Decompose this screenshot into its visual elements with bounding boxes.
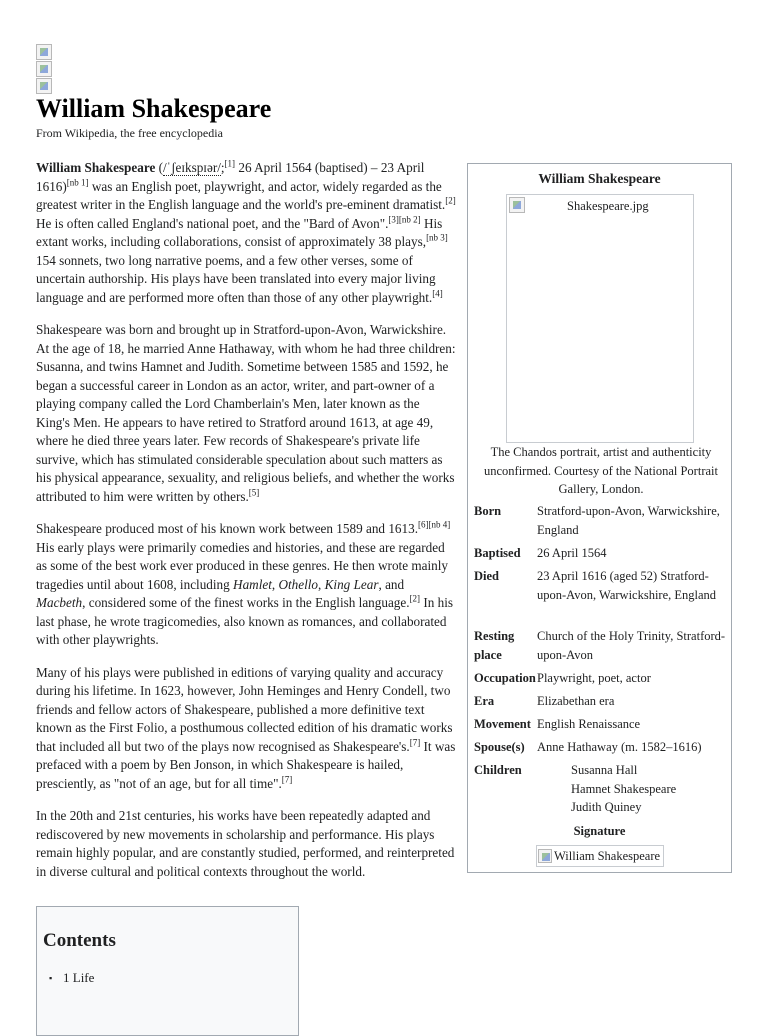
- toc-title: Contents: [43, 930, 116, 951]
- infobox-title: William Shakespeare: [538, 171, 661, 186]
- note-link[interactable]: [nb 2]: [398, 214, 421, 225]
- children-list: [571, 761, 676, 817]
- king-lear-link[interactable]: King Lear: [324, 576, 379, 592]
- page-tagline: From Wikipedia, the free encyclopedia: [36, 126, 223, 140]
- broken-image-icon: [36, 44, 52, 60]
- signature-heading: Signature: [573, 824, 626, 838]
- publication-paragraph: Many of his plays were published in editions of varying quality and accuracy during his lifetime. In 1623, however, John Heminges and Henry Condell, two friends and fellow actors of Shakespeare, published a more definitive text known as the First Folio, a posthumous collected edition of his dramatic works that included all but two of the plays now recognised as Shakespeare's.[7] It was prefaced with a poem by Ben Jonson, in which Shakespeare is hailed, presciently, as "not of an age, but for all time".[7]: [36, 664, 456, 791]
- toc-number: 1: [63, 970, 70, 985]
- child-item: Hamnet Shakespeare: [571, 781, 677, 796]
- toc-list: [63, 969, 94, 988]
- works-paragraph: Shakespeare produced most of his known work between 1589 and 1613.[6][nb 4] His early plays were primarily comedies and histories, and these are regarded as some of the best work ever produced in these genres. He then wrote mainly tragedies until about 1608, including Hamlet, Othello, King Lear, and Macbeth, considered some of the finest works in the English language.[2] In his last phase, he wrote tragicomedies, also known as romances, and collaborated with other playwrights.: [36, 519, 454, 647]
- hamlet-link[interactable]: Hamlet: [233, 576, 272, 592]
- note-link[interactable]: [nb 4]: [428, 519, 451, 530]
- reference-link[interactable]: [6]: [418, 519, 429, 530]
- toc-item-life[interactable]: [63, 969, 94, 988]
- life-paragraph: Shakespeare was born and brought up in Stratford-upon-Avon, Warwickshire. At the age of 18, he married Anne Hathaway, with whom he had three children: Susanna, and twins Hamnet and Judith. Sometime between 1585 and 1592, he began a successful career in London as an actor, writer, and part-owner of a playing company called the Lord Chamberlain's Men, later known as the King's Men. He appears to have retired to Stratford around 1613, at age 49, where he died three years later. Few records of Shakespeare's private life survive, which has stimulated considerable speculation about such matters as his physical appearance, sexuality, and religious beliefs, and whether the works attributed to him were written by others.[5]: [36, 322, 456, 504]
- pronunciation-link[interactable]: /ˈʃeɪkspɪər/: [163, 160, 221, 175]
- broken-image-icon: [538, 849, 552, 863]
- reference-link[interactable]: [2]: [445, 195, 456, 206]
- broken-image-icon: [36, 61, 52, 77]
- subject-name: William Shakespeare: [36, 160, 156, 175]
- note-link[interactable]: [nb 3]: [426, 232, 448, 243]
- header-image-stack: [36, 44, 52, 95]
- article-body: [36, 159, 456, 895]
- othello-link[interactable]: Othello: [278, 576, 319, 592]
- portrait-caption: The Chandos portrait, artist and authenticity unconfirmed. Courtesy of the National Portrait Gallery, London.: [484, 445, 718, 496]
- macbeth-link[interactable]: Macbeth: [36, 595, 83, 610]
- portrait-image[interactable]: [506, 194, 694, 443]
- portrait-alt-text: Shakespeare.jpg: [567, 199, 649, 213]
- signature-image[interactable]: [536, 845, 664, 867]
- toc-label: Life: [72, 970, 95, 985]
- child-item: Judith Quiney: [571, 800, 642, 814]
- page-title: William Shakespeare: [36, 94, 272, 123]
- table-of-contents: [36, 906, 299, 1036]
- broken-image-icon: [36, 78, 52, 94]
- reference-link[interactable]: [3]: [388, 214, 399, 225]
- reference-link[interactable]: [1]: [224, 158, 236, 169]
- reference-link[interactable]: [5]: [248, 487, 260, 498]
- child-item: Susanna Hall: [571, 763, 638, 777]
- note-link[interactable]: [nb 1]: [66, 177, 89, 188]
- reference-link[interactable]: [4]: [432, 288, 443, 299]
- infobox: William Shakespeare Shakespeare.jpg The Chandos portrait, artist and authenticity unconfirmed. Courtesy of the National Portrait Gallery, London. Born Stratford-upon-Avon, Warwickshire, England Baptised 26 April 1564 Died 23 April 1616 (aged 52) Stratford-upon-Avon, Warwickshire, England Resting place Church of the Holy Trinity, Stratford-upon-Avon Occupation Playwright, poet, actor Era Elizabethan era Movement English Renaissance Spouse(s) Anne Hathaway (m. 1582–1616) Children Susanna Hall Hamnet Shakespeare Judith Quiney Signature William Shakespeare: [467, 163, 732, 873]
- legacy-paragraph: In the 20th and 21st centuries, his works have been repeatedly adapted and rediscovered by new movements in scholarship and performance. His plays remain highly popular, and are constantly studied, performed, and reinterpreted in diverse cultural and political contexts throughout the world.: [36, 808, 455, 879]
- signature-alt-text: William Shakespeare: [554, 849, 661, 863]
- reference-link[interactable]: [7]: [281, 774, 293, 785]
- intro-paragraph: William Shakespeare (/ˈʃeɪkspɪər/;[1] 26 April 1564 (baptised) – 23 April 1616)[nb 1] was an English poet, playwright, and actor, widely regarded as the greatest writer in the English language and the world's pre-eminent dramatist.[2] He is often called England's national poet, and the "Bard of Avon".[3][nb 2] His extant works, including collaborations, consist of approximately 38 plays,[nb 3] 154 sonnets, two long narrative poems, and a few other verses, some of uncertain authorship. His plays have been translated into every major living language and are performed more often than those of any other playwright.[4]: [36, 158, 456, 305]
- broken-image-icon: [509, 197, 525, 213]
- reference-link[interactable]: [2]: [409, 593, 421, 604]
- reference-link[interactable]: [7]: [409, 737, 421, 748]
